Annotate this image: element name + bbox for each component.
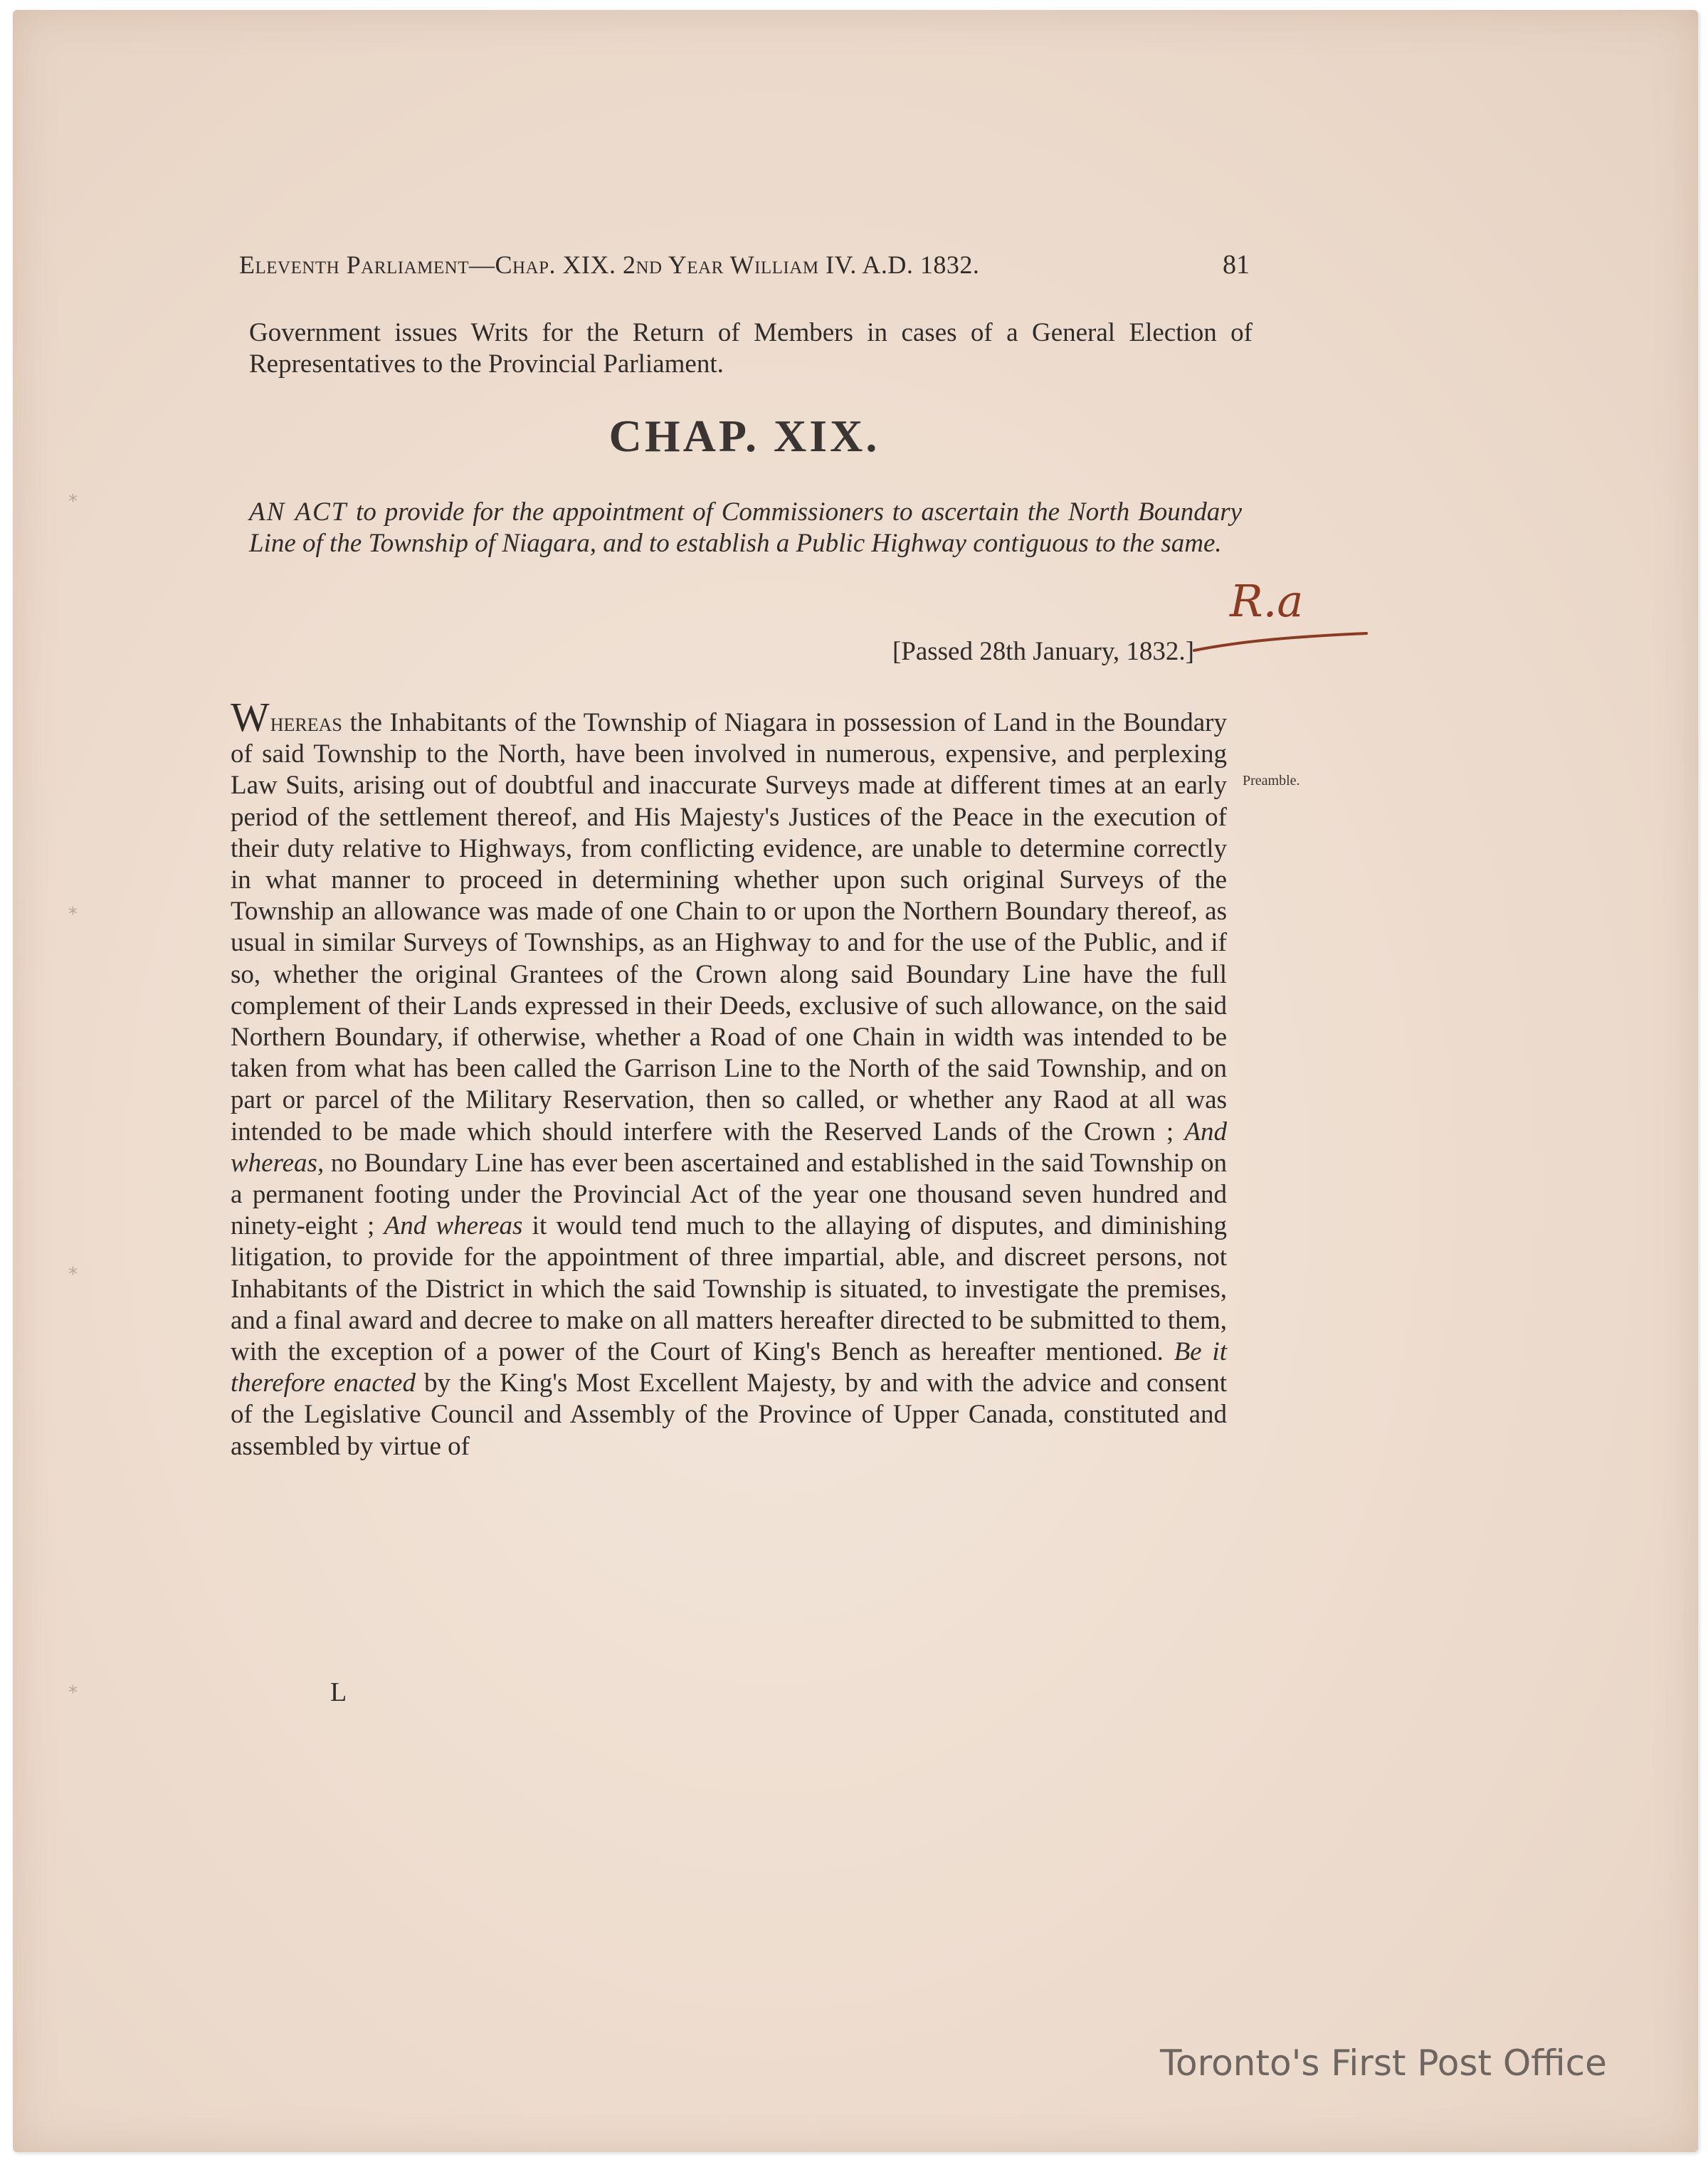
drop-cap: W [231,694,270,740]
act-title-text: to provide for the appointment of Commissioners to ascertain the North Boundary Line of the Township of Niagara, and to establish a Public Highway contiguous to the same. [249,497,1243,558]
margin-note: Preamble. [1243,773,1300,789]
document-page [13,10,1698,2152]
handwritten-note: R.a [1230,575,1304,627]
whereas-clause-2: And whereas [384,1211,523,1241]
continued-text: Government issues Writs for the Return of Members in cases of a General Election of Representatives to the Provincial Parliament. [249,318,1253,379]
handwritten-annotation [1180,572,1379,658]
act-title [249,497,1242,559]
binding-hole-mark: ⁎ [68,1258,78,1280]
enacting-clause: Be it therefore enacted [231,1337,1227,1398]
running-head-text: Eleventh Parliament—Chap. XIX. 2nd Year William IV. A.D. 1832. [239,251,980,279]
opening-word: hereas [270,708,342,737]
act-title-lead: AN ACT [249,497,348,527]
chapter-title: CHAP. XIX. [608,411,880,461]
signature-mark: L [330,1677,347,1707]
preamble-body [231,694,1227,1462]
body-paragraph-3: it would tend much to the allaying of disputes, and diminishing litigation, to provide for the appointment of three impartial, able, and discreet persons, not Inhabitants of the District in which the said Township is situated, to investigate the premises, and a final award and decree to make on all matters hereafter directed to be submitted to them, with the exception of a power of the Court of King's Bench as hereafter mentioned. [231,1211,1227,1367]
passed-date: [Passed 28th January, 1832.] [892,637,1194,666]
handwritten-underline [1194,633,1366,650]
whereas-clause-1: And whereas, [231,1117,1227,1178]
binding-hole-mark: ⁎ [68,1677,78,1698]
body-paragraph-2: no Boundary Line has ever been ascertained and established in the said Township on a permanent footing under the Provincial Act of the year one thousand seven hundred and ninety-eight ; [231,1148,1227,1241]
page-number: 81 [1223,250,1250,280]
binding-hole-mark: ⁎ [68,485,78,507]
watermark: Toronto's First Post Office [1160,2042,1607,2084]
body-paragraph-1: the Inhabitants of the Township of Niagara in possession of Land in the Boundary of said Township to the North, have been involved in numerous, expensive, and perplexing Law Suits, arising out of doubtful and inaccurate Surveys made at different times at an early period of the settlement thereof, and His Majesty's Justices of the Peace in the execution of their duty relative to Highways, from conflicting evidence, are unable to determine correctly in what manner to proceed in determining whether upon such original Surveys of the Township an allowance was made of one Chain to or upon the Northern Boundary thereof, as usual in similar Surveys of Townships, as an Highway to and for the use of the Public, and if so, whether the original Grantees of the Crown along said Boundary Line have the full complement of their Lands expressed in their Deeds, exclusive of such allowance, on the said Northern Boundary, if otherwise, whether a Road of one Chain in width was intended to be taken from what has been called the Garrison Line to the North of the said Township, and on part or parcel of the Military Reservation, then so called, or whether any Raod at all was intended to be made which should interfere with the Reserved Lands of the Crown ; [231,708,1227,1146]
binding-hole-mark: ⁎ [68,898,78,919]
running-head [239,249,1250,280]
body-paragraph-4: by the King's Most Excellent Majesty, by and with the advice and consent of the Legislative Council and Assembly of the Province of Upper Canada, constituted and assembled by virtue of [231,1369,1227,1461]
